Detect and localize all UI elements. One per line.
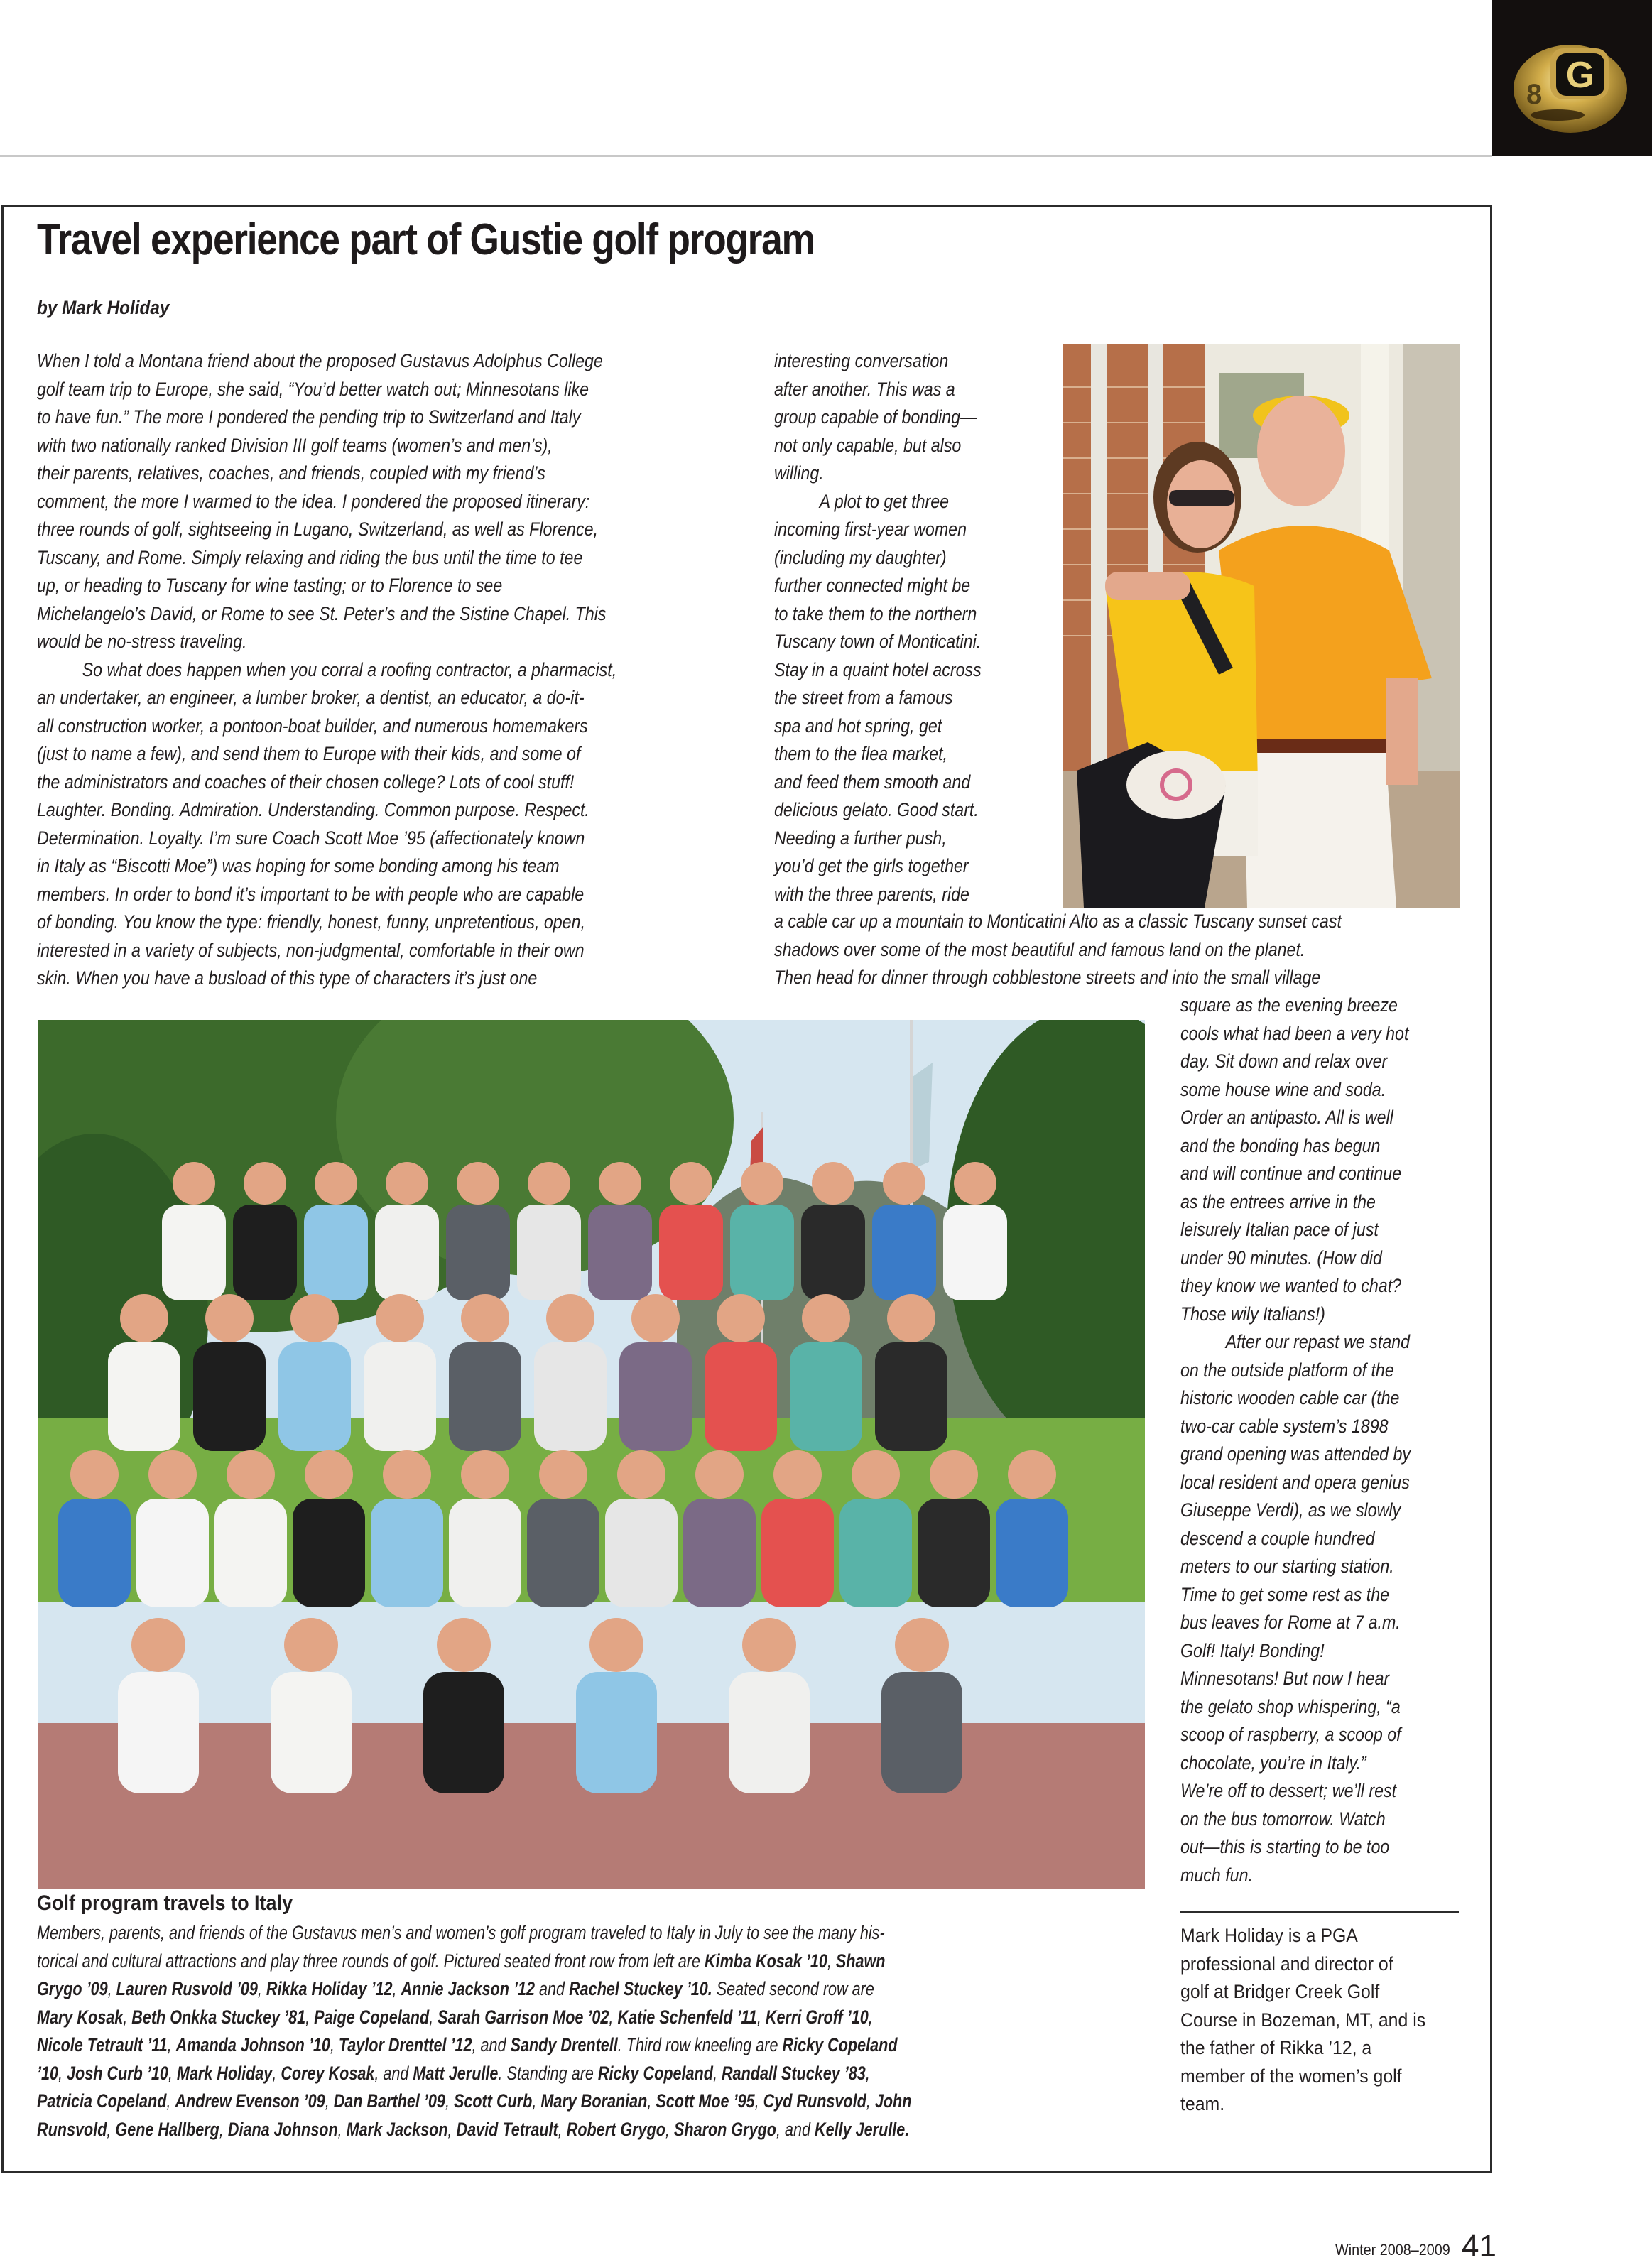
person-head — [773, 1450, 822, 1499]
person-body — [588, 1205, 652, 1300]
body-line: incoming first-year women — [774, 518, 967, 540]
caption-line — [37, 2087, 911, 2116]
bio-line: member of the women’s golf — [1180, 2065, 1402, 2087]
caption-name: Kimba Kosak ’10 — [704, 1950, 827, 1972]
body-line: to have fun.” The more I pondered the pending trip to Switzerland and Italy — [37, 406, 581, 428]
caption-name: Mary Boranian — [540, 2090, 648, 2112]
person-head — [120, 1294, 168, 1342]
caption-name: Rachel Stuckey ’10. — [569, 1978, 712, 1999]
caption-text: , — [712, 2062, 722, 2084]
body-line: Then head for dinner through cobblestone streets and into the small village — [774, 967, 1321, 988]
caption-text: , — [429, 2006, 438, 2028]
caption-text: torical and cultural attractions and play three rounds of golf. Pictured seated front row from left are — [37, 1950, 705, 1972]
caption-name: Diana Johnson — [227, 2118, 338, 2140]
body-line: Order an antipasto. All is well — [1180, 1107, 1393, 1128]
person-body — [729, 1672, 810, 1793]
caption-line — [37, 2031, 898, 2060]
body-line: after another. This was a — [774, 378, 955, 400]
body-line: out—this is starting to be too — [1180, 1836, 1390, 1857]
caption-name: John — [874, 2090, 912, 2112]
bio-line: Mark Holiday is a PGA — [1180, 1925, 1358, 1946]
bio-divider — [1180, 1911, 1459, 1913]
body-line: and will continue and continue — [1180, 1163, 1402, 1184]
bio-line: professional and director of — [1180, 1952, 1393, 1975]
person-body — [790, 1342, 862, 1451]
header-rule — [0, 155, 1492, 157]
person-head — [244, 1162, 286, 1205]
person-head — [528, 1162, 570, 1205]
body-line: on the outside platform of the — [1180, 1359, 1394, 1381]
body-line: Golf! Italy! Bonding! — [1180, 1639, 1325, 1661]
person-head — [599, 1162, 641, 1205]
body-line: bus leaves for Rome at 7 a.m. — [1180, 1612, 1401, 1633]
caption-text: , — [167, 2034, 176, 2055]
person-body — [304, 1205, 368, 1300]
body-line: day. Sit down and relax over — [1180, 1050, 1388, 1072]
body-line: further connected might be — [774, 575, 971, 596]
person-body — [605, 1499, 678, 1607]
caption-line — [37, 1975, 874, 2004]
person-body — [449, 1499, 521, 1607]
person-head — [812, 1162, 854, 1205]
caption-text: , — [392, 1978, 401, 1999]
caption-text: , — [447, 2118, 457, 2140]
body-line: all construction worker, a pontoon-boat builder, and numerous homemakers — [37, 715, 588, 737]
caption-text: , — [219, 2118, 228, 2140]
person-body — [162, 1205, 226, 1300]
body-line: with the three parents, ride — [774, 883, 969, 905]
person-body — [918, 1499, 990, 1607]
body-line: A plot to get three — [819, 490, 950, 512]
person-body — [293, 1499, 365, 1607]
person-body — [619, 1342, 692, 1451]
body-line: When I told a Montana friend about the proposed Gustavus Adolphus College — [37, 350, 603, 371]
person-body — [875, 1342, 947, 1451]
body-line: skin. When you have a busload of this type of characters it’s just one — [37, 967, 538, 989]
caption-name: Corey Kosak — [281, 2062, 375, 2084]
caption-text: , — [756, 2006, 766, 2028]
body-line: spa and hot spring, get — [774, 715, 942, 737]
person-head — [589, 1618, 643, 1672]
caption-text: , — [868, 2006, 873, 2028]
person-body — [659, 1205, 723, 1300]
person-body — [730, 1205, 794, 1300]
person-body — [278, 1342, 351, 1451]
person-head — [437, 1618, 491, 1672]
body-line: in Italy as “Biscotti Moe”) was hoping for some bonding among his team — [37, 855, 560, 876]
person-head — [631, 1294, 680, 1342]
body-line: two-car cable system’s 1898 — [1180, 1415, 1389, 1437]
person-body — [517, 1205, 581, 1300]
svg-text:8: 8 — [1526, 79, 1543, 110]
person-head — [148, 1450, 197, 1499]
body-line: cools what had been a very hot — [1180, 1022, 1409, 1044]
body-line: So what does happen when you corral a roofing contractor, a pharmacist, — [82, 658, 617, 680]
caption-name: Rikka Holiday ’12 — [266, 1978, 393, 1999]
body-line: (just to name a few), and send them to Europe with their kids, and some of — [37, 743, 581, 764]
body-line: (including my daughter) — [774, 546, 947, 568]
person-head — [383, 1450, 431, 1499]
person-body — [371, 1499, 443, 1607]
body-line: comment, the more I warmed to the idea. I pondered the proposed itinerary: — [37, 490, 590, 512]
body-line: delicious gelato. Good start. — [774, 799, 979, 820]
body-line: Time to get some rest as the — [1180, 1583, 1390, 1605]
body-line: Tuscany town of Monticatini. — [774, 631, 982, 652]
body-line: under 90 minutes. (How did — [1180, 1246, 1382, 1269]
body-line: on the bus tomorrow. Watch — [1180, 1808, 1386, 1830]
body-line: Those wily Italians!) — [1180, 1303, 1325, 1325]
person-head — [954, 1162, 996, 1205]
caption-name: Scott Curb — [453, 2090, 533, 2112]
person-body — [136, 1499, 209, 1607]
caption-text: , — [107, 2118, 116, 2140]
person-body — [839, 1499, 912, 1607]
caption-text: , and — [472, 2034, 511, 2055]
caption-name: Mary Kosak — [37, 2006, 124, 2028]
portrait-photo — [1063, 344, 1460, 908]
caption-text: , and — [374, 2062, 413, 2084]
caption-name: Cyd Runsvold — [763, 2090, 866, 2112]
body-line: Michelangelo’s David, or Rome to see St. Peter’s and the Sistine Chapel. This — [37, 602, 607, 624]
caption-name: Robert Grygo — [566, 2118, 665, 2140]
body-line: their parents, relatives, coaches, and friends, coupled with my friend’s — [37, 462, 545, 484]
group-photo — [38, 1020, 1145, 1889]
person-body — [364, 1342, 436, 1451]
caption-name: Matt Jerulle — [413, 2062, 499, 2084]
body-line: to take them to the northern — [774, 602, 977, 624]
caption-name: Lauren Rusvold ’09 — [116, 1978, 258, 1999]
person-body — [193, 1342, 266, 1451]
body-line: a cable car up a mountain to Monticatini Alto as a classic Tuscany sunset cast — [774, 911, 1342, 932]
body-line: interested in a variety of subjects, non-judgmental, comfortable in their own — [37, 939, 585, 961]
person-head — [1008, 1450, 1056, 1499]
person-head — [305, 1450, 353, 1499]
caption-name: Katie Schenfeld ’11 — [617, 2006, 757, 2028]
body-line: Stay in a quaint hotel across — [774, 658, 982, 680]
body-line: Laughter. Bonding. Admiration. Understanding. Common purpose. Respect. — [37, 799, 589, 820]
caption-text: , — [665, 2118, 674, 2140]
person-head — [741, 1162, 783, 1205]
caption-text: , — [866, 2090, 875, 2112]
person-body — [534, 1342, 607, 1451]
person-body — [423, 1672, 504, 1793]
body-line: willing. — [774, 462, 824, 484]
body-line: Determination. Loyalty. I’m sure Coach Scott Moe ’95 (affectionately known — [37, 827, 585, 849]
person-body — [108, 1342, 180, 1451]
ring-letter: G — [1565, 55, 1595, 96]
caption-text: and — [535, 1978, 570, 1999]
person-body — [527, 1499, 599, 1607]
caption-line — [37, 1919, 885, 1948]
person-head — [205, 1294, 254, 1342]
caption-name: Kerri Groff ’10 — [765, 2006, 869, 2028]
caption-name: Mark Holiday — [176, 2062, 273, 2084]
caption-text: , — [865, 2062, 870, 2084]
person-body — [683, 1499, 756, 1607]
person-head — [376, 1294, 424, 1342]
caption-text: , and — [776, 2118, 815, 2140]
caption-name: Dan Barthel ’09 — [333, 2090, 445, 2112]
caption-text: . Third row kneeling are — [617, 2034, 783, 2055]
body-line: of bonding. You know the type: friendly, honest, funny, unpretentious, open, — [37, 911, 585, 933]
body-line: square as the evening breeze — [1180, 994, 1398, 1016]
body-line: you’d get the girls together — [774, 855, 969, 876]
body-line: Giuseppe Verdi), as we slowly — [1180, 1499, 1401, 1521]
caption-text: , — [58, 2062, 67, 2084]
caption-text: , — [168, 2062, 177, 2084]
person-head — [887, 1294, 935, 1342]
body-line: them to the flea market, — [774, 743, 947, 764]
person-body — [576, 1672, 657, 1793]
person-body — [705, 1342, 777, 1451]
caption-text: , — [647, 2090, 656, 2112]
caption-name: Shawn — [835, 1950, 886, 1972]
person-head — [802, 1294, 850, 1342]
body-line: local resident and opera genius — [1180, 1471, 1410, 1493]
person-head — [70, 1450, 119, 1499]
body-line: group capable of bonding— — [774, 406, 977, 428]
caption-name: Scott Moe ’95 — [656, 2090, 755, 2112]
caption-name: Kelly Jerulle. — [815, 2118, 910, 2140]
caption-text: , — [107, 1978, 116, 1999]
person-body — [375, 1205, 439, 1300]
caption-text: , — [532, 2090, 541, 2112]
caption-text: , — [609, 2006, 618, 2028]
caption-name: Paige Copeland — [314, 2006, 430, 2028]
caption-name: Randall Stuckey ’83 — [721, 2062, 866, 2084]
person-head — [670, 1162, 712, 1205]
bio-line: golf at Bridger Creek Golf — [1180, 1981, 1380, 2002]
caption-name: Sandy Drentell — [510, 2034, 618, 2055]
body-line: an undertaker, an engineer, a lumber broker, a dentist, an educator, a do-it- — [37, 687, 585, 708]
body-line: Minnesotans! But now I hear — [1180, 1668, 1390, 1689]
photo-caption-title: Golf program travels to Italy — [37, 1891, 293, 1915]
caption-name: Grygo ’09 — [37, 1978, 108, 1999]
caption-name: Runsvold — [37, 2118, 107, 2140]
caption-name: David Tetrault — [456, 2118, 558, 2140]
body-line: After our repast we stand — [1225, 1331, 1411, 1352]
caption-text: , — [827, 1950, 836, 1972]
person-body — [58, 1499, 131, 1607]
caption-text: , — [330, 2034, 339, 2055]
caption-text: , — [337, 2118, 347, 2140]
caption-name: Andrew Evenson ’09 — [175, 2090, 325, 2112]
caption-text: . Standing are — [498, 2062, 598, 2084]
person-head — [227, 1450, 275, 1499]
caption-text: , — [257, 1978, 266, 1999]
body-line: members. In order to bond it’s important to be with people who are capable — [37, 883, 585, 905]
caption-text: , — [558, 2118, 567, 2140]
body-line: up, or heading to Tuscany for wine tasting; or to Florence to see — [37, 575, 503, 596]
body-line: and feed them smooth and — [774, 771, 971, 793]
person-head — [742, 1618, 796, 1672]
class-ring-logo — [1492, 0, 1652, 156]
bio-line: Course in Bozeman, MT, and is — [1180, 2009, 1426, 2031]
body-line: grand opening was attended by — [1180, 1443, 1411, 1465]
caption-name: Ricky Copeland — [597, 2062, 713, 2084]
body-line: meters to our starting station. — [1180, 1555, 1394, 1577]
person-head — [173, 1162, 215, 1205]
caption-name: Sarah Garrison Moe ’02 — [438, 2006, 609, 2028]
caption-name: Amanda Johnson ’10 — [175, 2034, 330, 2055]
person-head — [284, 1618, 338, 1672]
body-line: Needing a further push, — [774, 827, 947, 849]
body-line: as the entrees arrive in the — [1180, 1190, 1376, 1212]
caption-text: , — [305, 2006, 315, 2028]
body-line: shadows over some of the most beautiful and famous land on the planet. — [774, 938, 1305, 960]
caption-name: Nicole Tetrault ’11 — [37, 2034, 168, 2055]
issue-season: Winter 2008–2009 — [1335, 2241, 1450, 2259]
person-body — [801, 1205, 865, 1300]
person-head — [457, 1162, 499, 1205]
person-body — [446, 1205, 510, 1300]
body-line: interesting conversation — [774, 350, 949, 371]
person-head — [315, 1162, 357, 1205]
caption-line — [37, 2060, 870, 2088]
body-line: golf team trip to Europe, she said, “You’d better watch out; Minnesotans like — [37, 378, 589, 400]
body-line: historic wooden cable car (the — [1180, 1387, 1400, 1408]
body-line: much fun. — [1180, 1864, 1253, 1886]
caption-name: Patricia Copeland — [37, 2090, 167, 2112]
caption-text: , — [123, 2006, 132, 2028]
caption-line — [37, 1948, 885, 1976]
caption-text: Members, parents, and friends of the Gustavus men’s and women’s golf program traveled to Italy in July to see the many his- — [37, 1922, 885, 1943]
caption-text: , — [754, 2090, 763, 2112]
body-line: they know we wanted to chat? — [1180, 1275, 1402, 1296]
person-head — [930, 1450, 978, 1499]
caption-name: Annie Jackson ’12 — [401, 1978, 536, 1999]
body-line: three rounds of golf, sightseeing in Lugano, Switzerland, as well as Florence, — [37, 518, 598, 540]
person-head — [883, 1162, 925, 1205]
caption-name: ’10 — [37, 2062, 59, 2084]
body-line: the street from a famous — [774, 687, 953, 708]
bio-line: team. — [1180, 2093, 1225, 2114]
caption-name: Ricky Copeland — [782, 2034, 898, 2055]
caption-name: Mark Jackson — [346, 2118, 448, 2140]
person-head — [695, 1450, 744, 1499]
body-line: the administrators and coaches of their chosen college? Lots of cool stuff! — [37, 771, 575, 793]
caption-line — [37, 2004, 873, 2032]
person-body — [271, 1672, 352, 1793]
header-logo-block — [1492, 0, 1652, 156]
caption-text: , — [166, 2090, 175, 2112]
body-line: leisurely Italian pace of just — [1180, 1219, 1379, 1240]
body-line: We’re off to dessert; we’ll rest — [1180, 1780, 1397, 1801]
person-body — [881, 1672, 962, 1793]
body-line: and the bonding has begun — [1180, 1134, 1381, 1156]
person-body — [872, 1205, 936, 1300]
person-head — [461, 1450, 509, 1499]
person-body — [761, 1499, 834, 1607]
body-line: scoop of raspberry, a scoop of — [1180, 1724, 1401, 1745]
body-line: some house wine and soda. — [1180, 1078, 1386, 1100]
body-line: with two nationally ranked Division III golf teams (women’s and men’s), — [37, 434, 553, 456]
person-body — [449, 1342, 521, 1451]
caption-name: Gene Hallberg — [115, 2118, 219, 2140]
bio-line: the father of Rikka ’12, a — [1180, 2037, 1372, 2058]
body-line: Tuscany, and Rome. Simply relaxing and riding the bus until the time to tee — [37, 546, 583, 568]
person-head — [895, 1618, 949, 1672]
caption-name: Josh Curb ’10 — [67, 2062, 168, 2084]
person-body — [943, 1205, 1007, 1300]
page-number: 41 — [1462, 2229, 1496, 2264]
caption-line — [37, 2116, 909, 2144]
body-line: not only capable, but also — [774, 434, 962, 456]
person-head — [546, 1294, 594, 1342]
caption-text: , — [445, 2090, 454, 2112]
person-body — [118, 1672, 199, 1793]
caption-text: , — [272, 2062, 281, 2084]
caption-name: Sharon Grygo — [673, 2118, 776, 2140]
person-body — [214, 1499, 287, 1607]
person-head — [717, 1294, 765, 1342]
person-head — [290, 1294, 339, 1342]
person-body — [233, 1205, 297, 1300]
caption-name: Beth Onkka Stuckey ’81 — [131, 2006, 306, 2028]
person-body — [996, 1499, 1068, 1607]
person-head — [852, 1450, 900, 1499]
body-line: chocolate, you’re in Italy.” — [1180, 1751, 1366, 1774]
person-head — [386, 1162, 428, 1205]
body-line: would be no-stress traveling. — [37, 631, 247, 652]
person-head — [539, 1450, 587, 1499]
article-byline: by Mark Holiday — [37, 297, 170, 318]
caption-name: Taylor Drenttel ’12 — [338, 2034, 472, 2055]
caption-text: Seated second row are — [712, 1978, 874, 1999]
person-head — [131, 1618, 185, 1672]
person-head — [617, 1450, 665, 1499]
caption-text: , — [325, 2090, 334, 2112]
person-head — [461, 1294, 509, 1342]
body-line: descend a couple hundred — [1180, 1527, 1375, 1549]
article-title: Travel experience part of Gustie golf program — [37, 215, 815, 264]
body-line: the gelato shop whispering, “a — [1180, 1695, 1401, 1717]
